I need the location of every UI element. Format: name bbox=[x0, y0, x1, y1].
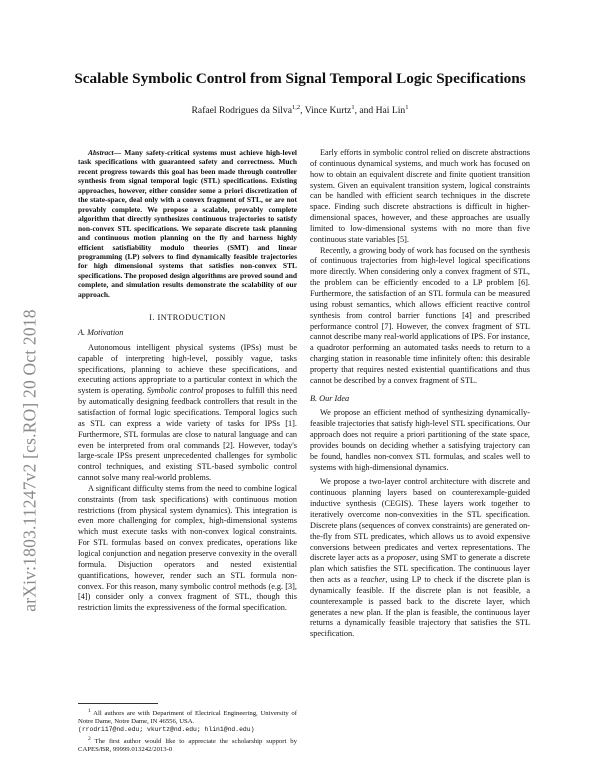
paragraph-text: , using SMT to generate a discrete plan which satisfies the STL specification. The continuous layer then acts as a bbox=[310, 553, 530, 585]
paragraph-text: proposes to fulfill this need by automatically designing feedback controllers that result in the satisfaction of formal logic specifications. Temporal logics such as STL can express a wide variety of tasks for IPSs [1]. Furthermore, STL formulas are close to natural language and can even be interpreted from oral commands [2]. However, today's large-scale IPSs present unprecedented challenges for symbolic control techniques, and existing STL-based symbolic control cannot solve many real-world problems. bbox=[78, 386, 297, 483]
footnote-text: All authors are with Department of Electrical Engineering, University of Notre Dame, Notre Dame, IN 46556, USA. bbox=[78, 710, 297, 726]
footnotes bbox=[78, 703, 297, 754]
footnote-text: The first author would like to appreciate the scholarship support by CAPES/BR, 99999.013242/2013-0 bbox=[78, 737, 297, 753]
paragraph: Early efforts in symbolic control relied on discrete abstractions of continuous dynamical systems, and much work has focused on how to obtain an equivalent discrete and finite quotient transition system. Given an equivalent transition system, logical constraints can be handled with efficient search techniques in the discrete space. Finding such discrete abstractions is difficult in higher-dimensional spaces, however, and these approaches are usually limited to low-dimensional systems with no more than five continuous state variables [5]. bbox=[310, 148, 530, 244]
subsection-heading-motivation: A. Motivation bbox=[78, 328, 124, 338]
paragraph: Recently, a growing body of work has focused on the synthesis of continuous trajectories from high-level logical specifications more directly. When considering only a convex fragment of STL, the problem can be efficiently encoded to a LP problem [6]. Furthermore, the satisfaction of an STL formula can be measured using robust semantics, which allows efficient reactive control synthesis from control barrier functions [4] and prescribed performance control [7]. However, the convex fragment of STL cannot describe many real-world applications of IPS. For instance, a quadrotor performing an automated tasks needs to return to a charging station in reasonable time infinitely often: this desirable property that requires nested existential quantifications and thus cannot be described by a convex fragment of STL. bbox=[310, 245, 530, 385]
emphasis-text: Symbolic control bbox=[146, 386, 203, 396]
left-column bbox=[78, 148, 297, 614]
emphasis-text: teacher bbox=[360, 575, 386, 585]
author-sep: , and bbox=[354, 105, 376, 117]
author-2-affil: 1 bbox=[351, 104, 355, 111]
paragraph bbox=[78, 343, 297, 484]
abstract bbox=[78, 148, 297, 299]
right-column bbox=[310, 148, 530, 640]
author-1: Rafael Rodrigues da Silva bbox=[191, 105, 292, 117]
section-heading-introduction: I. INTRODUCTION bbox=[149, 313, 226, 323]
footnote-emails: (rrodri17@nd.edu; vkurtz@nd.edu; hlin1@nd.edu) bbox=[78, 726, 255, 734]
author-1-affil: 1,2 bbox=[291, 104, 301, 111]
paragraph-text: , using LP to check if the discrete plan is dynamically feasible. If the discrete plan is not feasible, a counterexample is passed back to the discrete layer, which generates a new plan. If the plan is feasible, the continuous layer returns a dynamically feasible trajectory that satisfies the STL specification. bbox=[310, 575, 530, 639]
author-sep: , bbox=[300, 105, 305, 117]
paragraph-text: We propose a two-layer control architecture with discrete and continuous planning layers based on counterexample-guided inductive synthesis (CEGIS). These layers work together to iteratively overcome non-convexities in the STL specification. Discrete plans (sequences of convex constraints) are generated on-the-fly from STL predicates, which allows us to avoid expensive conversions between predicates and vertex representations. The discrete layer acts as a bbox=[310, 477, 530, 563]
author-2: Vince Kurtz bbox=[304, 105, 352, 117]
footnote-rule bbox=[78, 703, 158, 704]
paragraph: A significant difficulty stems from the need to combine logical constraints (from task specifications) with continuous motion restrictions (from physical system dynamics). This integration is even more challenging for complex, high-dimensional systems which must execute tasks with non-convex logical constraints. For STL formulas based on convex predicates, operations like logical conjunction and negation preserve convexity in the overall formula. Disjuction operators and nested existential quantifications, however, render such an STL formula non-convex. For this reason, many symbolic control methods (e.g. [3], [4]) consider only a convex fragment of STL, though this restriction limits the expressiveness of the formal specification. bbox=[78, 483, 297, 613]
author-3-affil: 1 bbox=[405, 104, 409, 111]
paragraph: We propose an efficient method of synthesizing dynamically-feasible trajectories that satisfy high-level STL specifications. Our approach does not require a priori partitioning of the state space, provides bounds on deciding whether a satisfying trajectory can be found, handles non-convex STL formulas, and scales well to systems with high-dimensional dynamics. bbox=[310, 408, 530, 472]
footnote-1 bbox=[78, 707, 297, 735]
footnote-2 bbox=[78, 735, 297, 754]
emphasis-text: proposer bbox=[386, 553, 417, 563]
paper-title: Scalable Symbolic Control from Signal Temporal Logic Specifications bbox=[74, 70, 526, 87]
subsection-heading-our-idea: B. Our Idea bbox=[310, 393, 350, 403]
abstract-text: — Many safety-critical systems must achieve high-level task specifications with guaranteed safety and correctness. Much recent progress towards this goal has been made through controller synthesis from signal temporal logic (STL) specifications. Existing approaches, however, either consider some a priori discretization of the state-space, deal only with a convex fragment of STL, or are not provably complete. We propose a scalable, provably complete algorithm that directly synthesizes continuous trajectories to satisfy non-convex STL specifications. We separate discrete task planning and continuous motion planning on the fly and harness highly efficient satisfiability modulo theories (SMT) and linear programming (LP) solvers to find dynamically feasible trajectories for high dimensional systems that satisfies non-convex STL specifications. The proposed design algorithms are proved sound and complete, and simulation results demonstrate the scalability of our approach. bbox=[78, 148, 297, 299]
arxiv-identifier: arXiv:1803.11247v2 [cs.RO] 20 Oct 2018 bbox=[19, 309, 40, 612]
paragraph-text: Autonomous intelligent physical systems (IPSs) must be capable of interpreting high-level, possibly vague, tasks specifications, planning to achieve these specifications, and executing actions appropriate to a particular context in which the system is operating. bbox=[78, 342, 297, 396]
footnote-marker: 1 bbox=[88, 708, 91, 714]
author-list bbox=[0, 104, 600, 116]
paragraph bbox=[310, 477, 530, 640]
author-3: Hai Lin bbox=[375, 105, 406, 117]
abstract-label: Abstract bbox=[88, 148, 114, 157]
footnote-marker: 2 bbox=[88, 735, 91, 742]
